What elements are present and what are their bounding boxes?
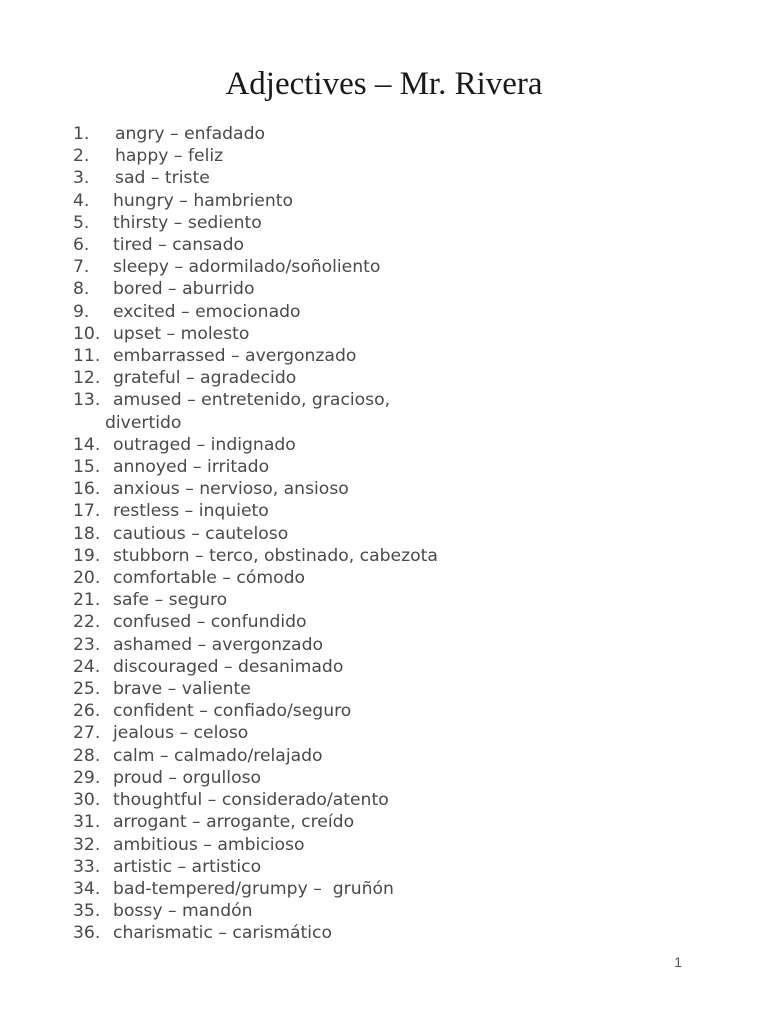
item-text: angry – enfadado: [115, 124, 266, 144]
item-number: 12.: [73, 368, 101, 389]
item-number: 26.: [73, 701, 101, 722]
item-number: 6.: [73, 235, 90, 256]
item-number: 16.: [73, 479, 101, 500]
list-item: [73, 478, 723, 500]
list-item: [73, 834, 723, 856]
list-item: [73, 278, 723, 300]
item-text: brave – valiente: [113, 679, 251, 700]
list-item: [73, 789, 723, 811]
item-number: 11.: [73, 346, 101, 367]
list-item: [73, 589, 723, 611]
item-text: bad-tempered/grumpy – gruñón: [113, 878, 394, 899]
item-number: 15.: [73, 457, 101, 478]
vocabulary-list: [73, 123, 723, 945]
item-number: 7.: [73, 257, 90, 278]
list-item: [73, 523, 723, 545]
item-number: 9.: [73, 301, 90, 322]
item-text: ashamed – avergonzado: [113, 634, 324, 655]
item-text: comfortable – cómodo: [113, 568, 306, 589]
list-item: [73, 634, 723, 656]
list-item: [73, 123, 723, 145]
item-text: grateful – agradecido: [113, 368, 297, 389]
item-number: 29.: [73, 767, 101, 788]
item-number: 1.: [73, 124, 90, 144]
item-text: proud – orgulloso: [113, 767, 262, 788]
item-text: jealous – celoso: [113, 723, 249, 744]
item-text: confident – confiado/seguro: [113, 701, 352, 722]
list-item: [73, 767, 723, 789]
list-item: [73, 878, 723, 900]
item-number: 18.: [73, 523, 101, 544]
item-text: embarrassed – avergonzado: [113, 346, 357, 367]
list-item: [73, 922, 723, 944]
item-number: 27.: [73, 723, 101, 744]
list-item: [73, 256, 723, 278]
list-item: [73, 389, 723, 411]
list-item: [73, 456, 723, 478]
item-text: discouraged – desanimado: [113, 656, 344, 677]
item-number: 17.: [73, 501, 101, 522]
item-text: happy – feliz: [115, 146, 224, 167]
list-item: [73, 190, 723, 212]
list-item: [73, 500, 723, 522]
item-text: thirsty – sediento: [113, 212, 262, 233]
item-text: calm – calmado/relajado: [113, 745, 323, 766]
item-number: 23.: [73, 634, 101, 655]
item-number: 30.: [73, 790, 101, 811]
list-item: [73, 545, 723, 567]
item-text: cautious – cauteloso: [113, 523, 289, 544]
item-number: 19.: [73, 545, 101, 566]
item-text: safe – seguro: [113, 590, 228, 611]
item-text: sleepy – adormilado/soñoliento: [113, 257, 381, 278]
item-text: upset – molesto: [113, 323, 250, 344]
list-item: [73, 656, 723, 678]
list-item: [73, 700, 723, 722]
list-item: [73, 611, 723, 633]
item-text: artistic – artistico: [113, 856, 262, 877]
item-number: 33.: [73, 856, 101, 877]
item-number: 4.: [73, 190, 90, 211]
item-text: bossy – mandón: [113, 901, 253, 922]
list-item: [73, 722, 723, 744]
item-number: 35.: [73, 901, 101, 922]
list-item: [73, 567, 723, 589]
item-number: 31.: [73, 812, 101, 833]
item-text: excited – emocionado: [113, 301, 301, 322]
item-text: sad – triste: [115, 168, 210, 189]
list-item: [73, 856, 723, 878]
item-number: 36.: [73, 923, 101, 944]
item-number: 5.: [73, 212, 90, 233]
item-text: ambitious – ambicioso: [113, 834, 305, 855]
item-number: 32.: [73, 834, 101, 855]
list-item: [73, 345, 723, 367]
item-text: confused – confundido: [113, 612, 307, 633]
item-text: divertido: [105, 412, 182, 433]
item-number: 20.: [73, 568, 101, 589]
item-text: amused – entretenido, gracioso,: [113, 390, 391, 411]
item-number: 21.: [73, 590, 101, 611]
item-text: restless – inquieto: [113, 501, 269, 522]
list-item-continuation: [73, 412, 723, 434]
list-item: [73, 900, 723, 922]
page-number: 1: [674, 954, 682, 970]
list-item: [73, 811, 723, 833]
list-item: [73, 234, 723, 256]
item-number: 8.: [73, 279, 90, 300]
item-number: 2.: [73, 146, 90, 167]
item-number: 22.: [73, 612, 101, 633]
item-number: 3.: [73, 168, 90, 189]
list-item: [73, 745, 723, 767]
item-text: stubborn – terco, obstinado, cabezota: [113, 545, 438, 566]
list-item: [73, 145, 723, 167]
item-text: tired – cansado: [113, 235, 244, 256]
item-number: 10.: [73, 323, 101, 344]
item-text: hungry – hambriento: [113, 190, 293, 211]
item-number: 13.: [73, 390, 101, 411]
page-title: Adjectives – Mr. Rivera: [225, 66, 543, 102]
item-number: 24.: [73, 656, 101, 677]
item-text: anxious – nervioso, ansioso: [113, 479, 349, 500]
item-number: 34.: [73, 878, 101, 899]
item-number: 28.: [73, 745, 101, 766]
list-item: [73, 323, 723, 345]
item-number: 14.: [73, 434, 101, 455]
item-text: annoyed – irritado: [113, 457, 270, 478]
list-item: [73, 167, 723, 189]
list-item: [73, 678, 723, 700]
list-item: [73, 434, 723, 456]
item-number: 25.: [73, 679, 101, 700]
item-text: outraged – indignado: [113, 434, 296, 455]
list-item: [73, 212, 723, 234]
list-item: [73, 367, 723, 389]
item-text: arrogant – arrogante, creído: [113, 812, 355, 833]
list-item: [73, 301, 723, 323]
item-text: thoughtful – considerado/atento: [113, 790, 389, 811]
item-text: bored – aburrido: [113, 279, 255, 300]
item-text: charismatic – carismático: [113, 923, 332, 944]
